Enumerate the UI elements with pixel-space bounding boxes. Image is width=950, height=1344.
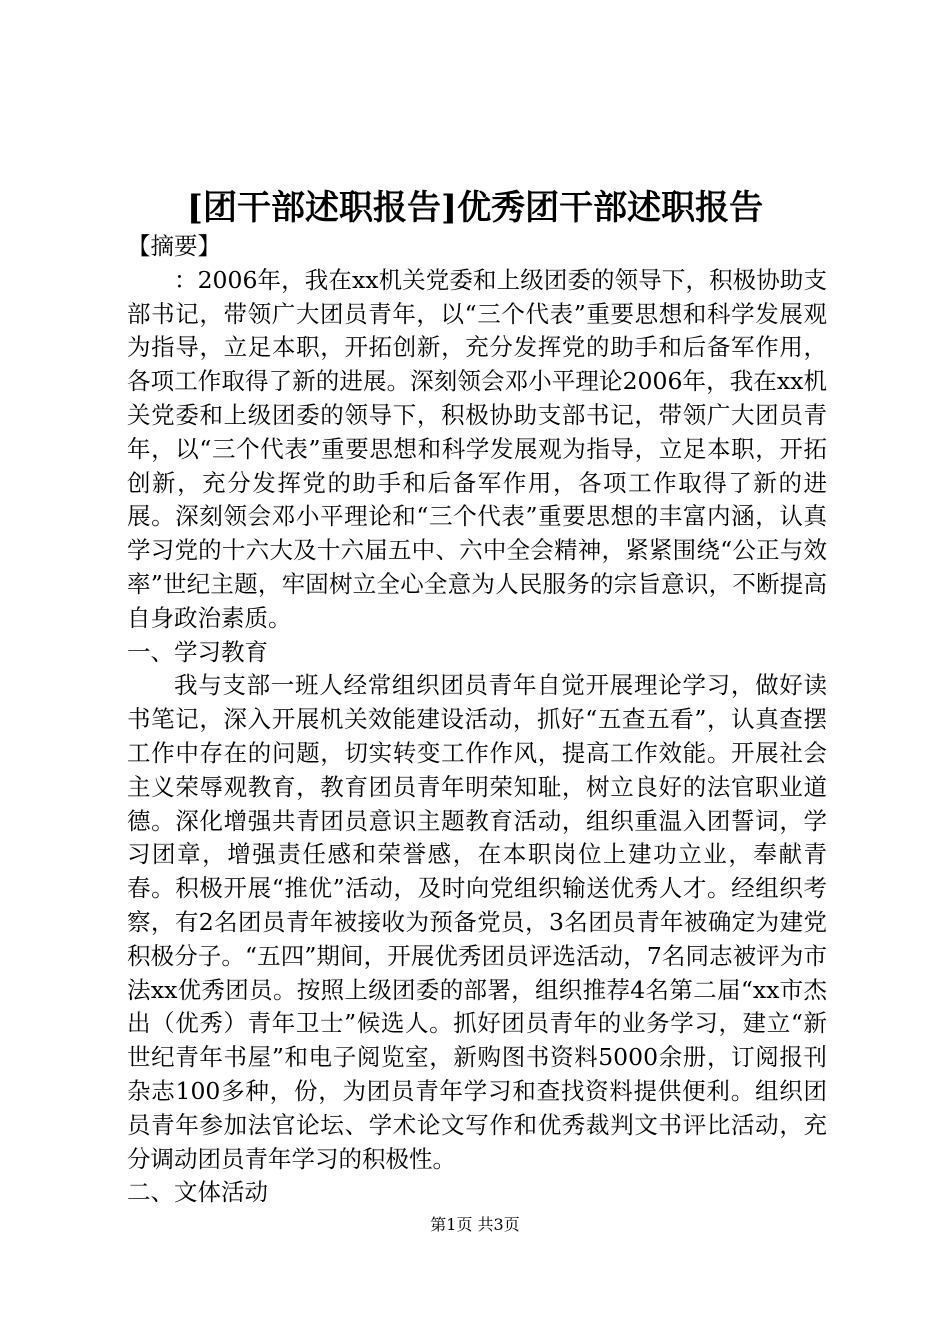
abstract-paragraph: ：2006年，我在xx机关党委和上级团委的领导下，积极协助支部书记，带领广大团员青年，以“三个代表”重要思想和科学发展观为指导，立足本职，开拓创新，充分发挥党的助手和后备军作用，各项工作取得了新的进展。深刻领会邓小平理论2006年，我在xx机关党委和上级团委的领导下，积极协助支部书记，带领广大团员青年，以“三个代表”重要思想和科学发展观为指导，立足本职，开拓创新，充分发挥党的助手和后备军作用，各项工作取得了新的进展。深刻领会邓小平理论和“三个代表”重要思想的丰富内涵，认真学习党的十六大及十六届五中、六中全会精神，紧紧围绕“公正与效率”世纪主题，牢固树立全心全意为人民服务的宗旨意识，不断提高自身政治素质。 — [127, 265, 827, 632]
section-paragraph-study: 我与支部一班人经常组织团员青年自觉开展理论学习，做好读书笔记，深入开展机关效能建设活动，抓好“五查五看”，认真查摆工作中存在的问题，切实转变工作作风，提高工作效能。开展社会主义荣辱观教育，教育团员青年明荣知耻，树立良好的法官职业道德。深化增强共青团员意识主题教育活动，组织重温入团誓词，学习团章，增强责任感和荣誉感，在本职岗位上建功立业，奉献青春。积极开展“推优”活动，及时向党组织输送优秀人才。经组织考察，有2名团员青年被接收为预备党员，3名团员青年被确定为建党积极分子。“五四”期间，开展优秀团员评选活动，7名同志被评为市法xx优秀团员。按照上级团委的部署，组织推荐4名第二届“xx市杰出（优秀）青年卫士”候选人。抓好团员青年的业务学习，建立“新世纪青年书屋”和电子阅览室，新购图书资料5000余册，订阅报刊杂志100多种，份，为团员青年学习和查找资料提供便利。组织团员青年参加法官论坛、学术论文写作和优秀裁判文书评比活动，充分调动团员青年学习的积极性。 — [127, 671, 827, 1173]
section-heading-study: 一、学习教育 — [127, 637, 268, 666]
section-heading-sports: 二、文体活动 — [127, 1178, 268, 1207]
document-body — [127, 230, 827, 1210]
document-title: [团干部述职报告]优秀团干部述职报告 — [186, 188, 764, 228]
abstract-label: 【摘要】 — [127, 232, 221, 260]
page-footer: 第1页 共3页 — [430, 1215, 520, 1234]
